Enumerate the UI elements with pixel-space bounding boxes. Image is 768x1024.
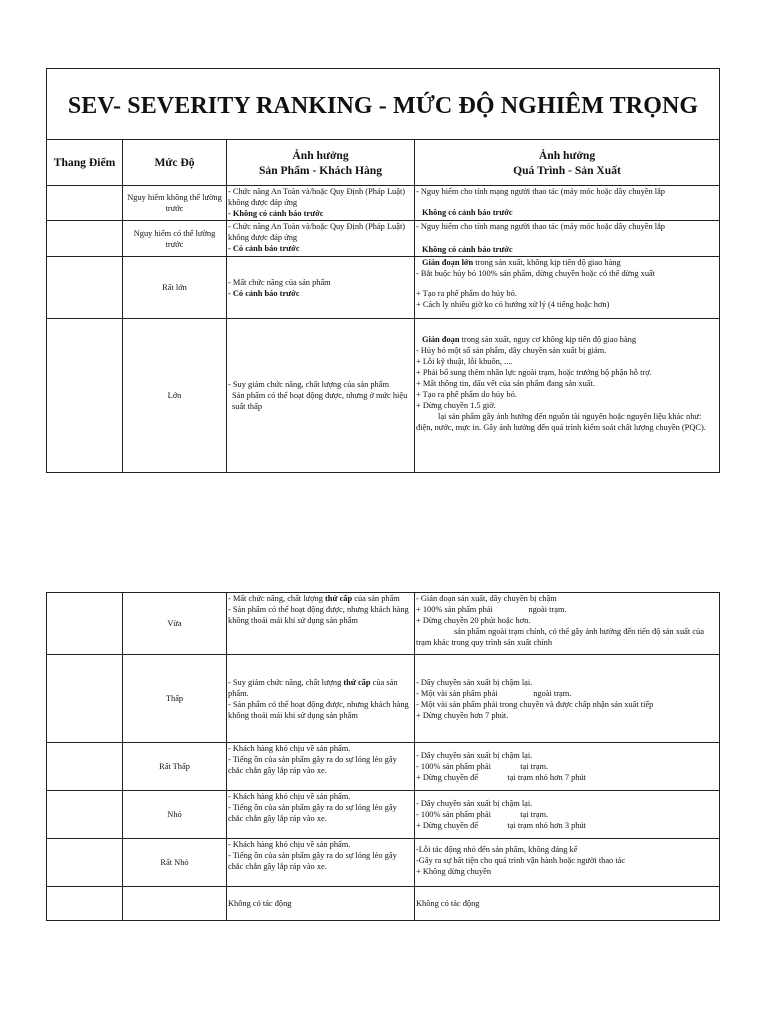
process-line: + Không dừng chuyền: [416, 867, 492, 876]
score-cell: [47, 655, 123, 743]
process-line: - Bắt buộc hủy bỏ 100% sản phẩm, dừng chuyền hoặc có thể dừng xuất: [416, 269, 656, 278]
process-line: + Dừng chuyền hơn 7 phút.: [416, 710, 509, 720]
header-process-line2: Quá Trình - Sản Xuất: [513, 163, 621, 177]
score-cell: [47, 791, 123, 839]
page-title: SEV- SEVERITY RANKING - MỨC ĐỘ NGHIÊM TRỌNG: [47, 69, 720, 140]
score-cell: [47, 257, 123, 319]
score-cell: [47, 319, 123, 473]
product-line: - Chức năng An Toàn và/hoặc Quy Định (Pháp Luật) không được đáp ứng: [228, 222, 406, 242]
process-emphasis: Gián đoạn lớn: [422, 258, 474, 267]
product-impact-cell: [227, 887, 415, 921]
header-product-impact: [227, 140, 415, 186]
process-line: - Dây chuyền sản xuất bị chậm lại.: [416, 799, 533, 808]
table-row: [47, 887, 720, 921]
product-line-bold: - Không có cảnh báo trước: [228, 209, 324, 218]
product-text: - Mất chức năng, chất lượng: [228, 594, 325, 603]
header-process-impact: [415, 140, 720, 186]
process-line: + Dừng chuyền để tại trạm nhỏ hơn 3 phút: [416, 821, 586, 830]
product-impact-cell: [227, 593, 415, 655]
process-impact-cell: [415, 221, 720, 257]
process-line: + Dừng chuyền 1.5 giờ.: [416, 401, 496, 410]
process-line: + 100% sản phẩm phải ngoài trạm.: [416, 605, 567, 614]
process-line: -Gây ra sự bất tiện cho quá trình vận hành hoặc người thao tác: [416, 856, 626, 865]
process-line: - Gián đoạn sản xuất, dây chuyền bị chậm: [416, 594, 557, 603]
product-line: - Sản phẩm có thể hoạt động được, nhưng khách hàng không thoải mái khi sử dụng sản phẩm: [228, 605, 409, 625]
process-impact-cell: [415, 593, 720, 655]
process-line: Không có tác động: [416, 899, 480, 908]
process-emphasis: Gián đoạn: [422, 335, 460, 344]
product-text: - Suy giảm chức năng, chất lượng: [228, 677, 344, 687]
product-line-bold: - Có cảnh báo trước: [228, 288, 300, 298]
table-row: [47, 743, 720, 791]
process-line: + Tạo ra phế phẩm do hủy bỏ.: [416, 289, 517, 298]
level-cell: Thấp: [123, 655, 227, 743]
process-line: - Dây chuyền sản xuất bị chậm lại.: [416, 751, 533, 760]
product-emphasis: thứ cấp: [325, 594, 353, 603]
process-line-bold: Không có cảnh báo trước: [422, 245, 513, 254]
product-impact-cell: [227, 319, 415, 473]
level-cell: Nguy hiểm không thể lường trước: [123, 186, 227, 221]
product-line-bold: - Có cảnh báo trước: [228, 244, 300, 253]
score-cell: [47, 743, 123, 791]
product-line: Không có tác động: [228, 899, 292, 908]
product-line: - Chức năng An Toàn và/hoặc Quy Định (Pháp Luật) không được đáp ứng: [228, 187, 406, 207]
product-line: - Suy giảm chức năng, chất lượng của sản phẩm: [228, 380, 389, 389]
product-impact-cell: [227, 839, 415, 887]
table-row: [47, 221, 720, 257]
process-line: + Dừng chuyền 20 phút hoặc hơn.: [416, 616, 531, 625]
header-score: Thang Điểm: [47, 140, 123, 186]
header-product-line2: Sản Phẩm - Khách Hàng: [258, 163, 383, 177]
process-line: sản phẩm ngoài trạm chính, có thể gây ảnh hưởng đến tiến độ sản xuất của trạm khác trong quy trình sản xuất chính: [416, 627, 704, 647]
product-text: của sản phẩm: [352, 594, 400, 603]
process-impact-cell: [415, 257, 720, 319]
severity-table-bottom: [46, 592, 720, 921]
score-cell: [47, 887, 123, 921]
product-line: - Tiếng ồn của sản phẩm gây ra do sự lỏng lẻo gây chắc chắn gây lắp ráp vào xe.: [228, 755, 397, 775]
process-line: - 100% sản phẩm phải tại trạm.: [416, 810, 549, 819]
process-line: + Tạo ra phế phẩm do hủy bỏ.: [416, 390, 517, 399]
process-line: - Nguy hiểm cho tính mạng người thao tác (máy móc hoặc dây chuyền lắp: [416, 187, 665, 196]
header-product-line1: Ảnh hưởng: [292, 148, 349, 162]
product-impact-cell: [227, 791, 415, 839]
product-line: - Sản phẩm có thể hoạt động được, nhưng khách hàng không thoải mái khi sử dụng sản phẩm: [228, 699, 409, 720]
process-line: - Một vài sản phẩm phải trong chuyền và được chấp nhận sản xuất tiếp: [416, 699, 654, 709]
product-line: - Khách hàng khó chịu về sản phẩm.: [228, 840, 351, 849]
process-line: + Phải bổ sung thêm nhân lực ngoài trạm, hoặc trưởng bộ phận hỗ trợ.: [416, 368, 652, 377]
process-line: - Hủy bỏ một số sản phẩm, dây chuyền sản xuất bị giảm.: [416, 346, 607, 355]
level-cell: Rất Nhỏ: [123, 839, 227, 887]
product-impact-cell: [227, 257, 415, 319]
table-row: [47, 791, 720, 839]
level-cell: Vừa: [123, 593, 227, 655]
level-cell: Nguy hiểm có thể lường trước: [123, 221, 227, 257]
score-cell: [47, 593, 123, 655]
product-impact-cell: [227, 743, 415, 791]
process-text: trong sản xuất, nguy cơ không kịp tiến độ giao hàng: [459, 335, 637, 344]
table-row: [47, 186, 720, 221]
header-level: Mức Độ: [123, 140, 227, 186]
process-line-bold: Không có cảnh báo trước: [422, 208, 513, 217]
score-cell: [47, 221, 123, 257]
process-text: trong sản xuất, không kịp tiến độ giao hàng: [473, 258, 621, 267]
product-line: - Khách hàng khó chịu về sản phẩm.: [228, 792, 351, 801]
process-line: - Nguy hiểm cho tính mạng người thao tác (máy móc hoặc dây chuyền lắp: [416, 222, 665, 231]
product-impact-cell: [227, 221, 415, 257]
table-row: [47, 655, 720, 743]
severity-table-top: [46, 68, 720, 473]
product-line: - Tiếng ồn của sản phẩm gây ra do sự lỏng lẻo gây chắc chắn gây lắp ráp vào xe.: [228, 803, 397, 823]
product-line: - Mất chức năng của sản phẩm: [228, 277, 331, 287]
product-impact-cell: [227, 655, 415, 743]
score-cell: [47, 839, 123, 887]
process-line: + Mất thông tin, dấu vết của sản phẩm đang sản xuất.: [416, 379, 595, 388]
process-impact-cell: [415, 743, 720, 791]
process-line: + Dừng chuyền để tại trạm nhỏ hơn 7 phút: [416, 773, 586, 782]
process-impact-cell: [415, 186, 720, 221]
process-line: + Lỗi kỹ thuật, lỗi khuôn, ....: [416, 357, 513, 366]
process-line: - Dây chuyền sản xuất bị chậm lại.: [416, 677, 533, 687]
level-cell: Nhỏ: [123, 791, 227, 839]
score-cell: [47, 186, 123, 221]
table-row: [47, 839, 720, 887]
table-row: [47, 257, 720, 319]
process-impact-cell: [415, 887, 720, 921]
level-cell: Lớn: [123, 319, 227, 473]
process-line: + Cách ly nhiều giờ ko có hướng xử lý (4 tiếng hoặc hơn): [416, 300, 610, 309]
process-line: -Lỗi tác động nhỏ đến sản phẩm, không đáng kể: [416, 845, 578, 854]
process-line: - Một vài sản phẩm phải ngoài trạm.: [416, 688, 572, 698]
product-impact-cell: [227, 186, 415, 221]
product-line: - Khách hàng khó chịu về sản phẩm.: [228, 744, 351, 753]
table-row: [47, 593, 720, 655]
product-line: Sản phẩm có thể hoạt động được, nhưng ở mức hiệu suất thấp: [232, 391, 408, 411]
product-line: - Tiếng ồn của sản phẩm gây ra do sự lỏng lẻo gây chắc chắn gây lắp ráp vào xe.: [228, 851, 397, 871]
process-impact-cell: [415, 655, 720, 743]
product-emphasis: thứ cấp: [343, 677, 371, 687]
process-line: - 100% sản phẩm phải tại trạm.: [416, 762, 549, 771]
table-row: [47, 319, 720, 473]
process-impact-cell: [415, 791, 720, 839]
level-cell: Rất Thấp: [123, 743, 227, 791]
process-impact-cell: [415, 319, 720, 473]
process-line: lại sản phẩm gây ảnh hưởng đến nguồn tài nguyên hoặc nguyên liệu khác như: điện, nước, mực in. Gây ảnh hưởng đến quá trình kiểm soát chất lượng chuyền (PQC).: [416, 412, 706, 432]
level-cell: Rất lớn: [123, 257, 227, 319]
header-process-line1: Ảnh hưởng: [538, 148, 596, 162]
level-cell: [123, 887, 227, 921]
product-text: của sản phẩm.: [228, 677, 398, 698]
process-impact-cell: [415, 839, 720, 887]
